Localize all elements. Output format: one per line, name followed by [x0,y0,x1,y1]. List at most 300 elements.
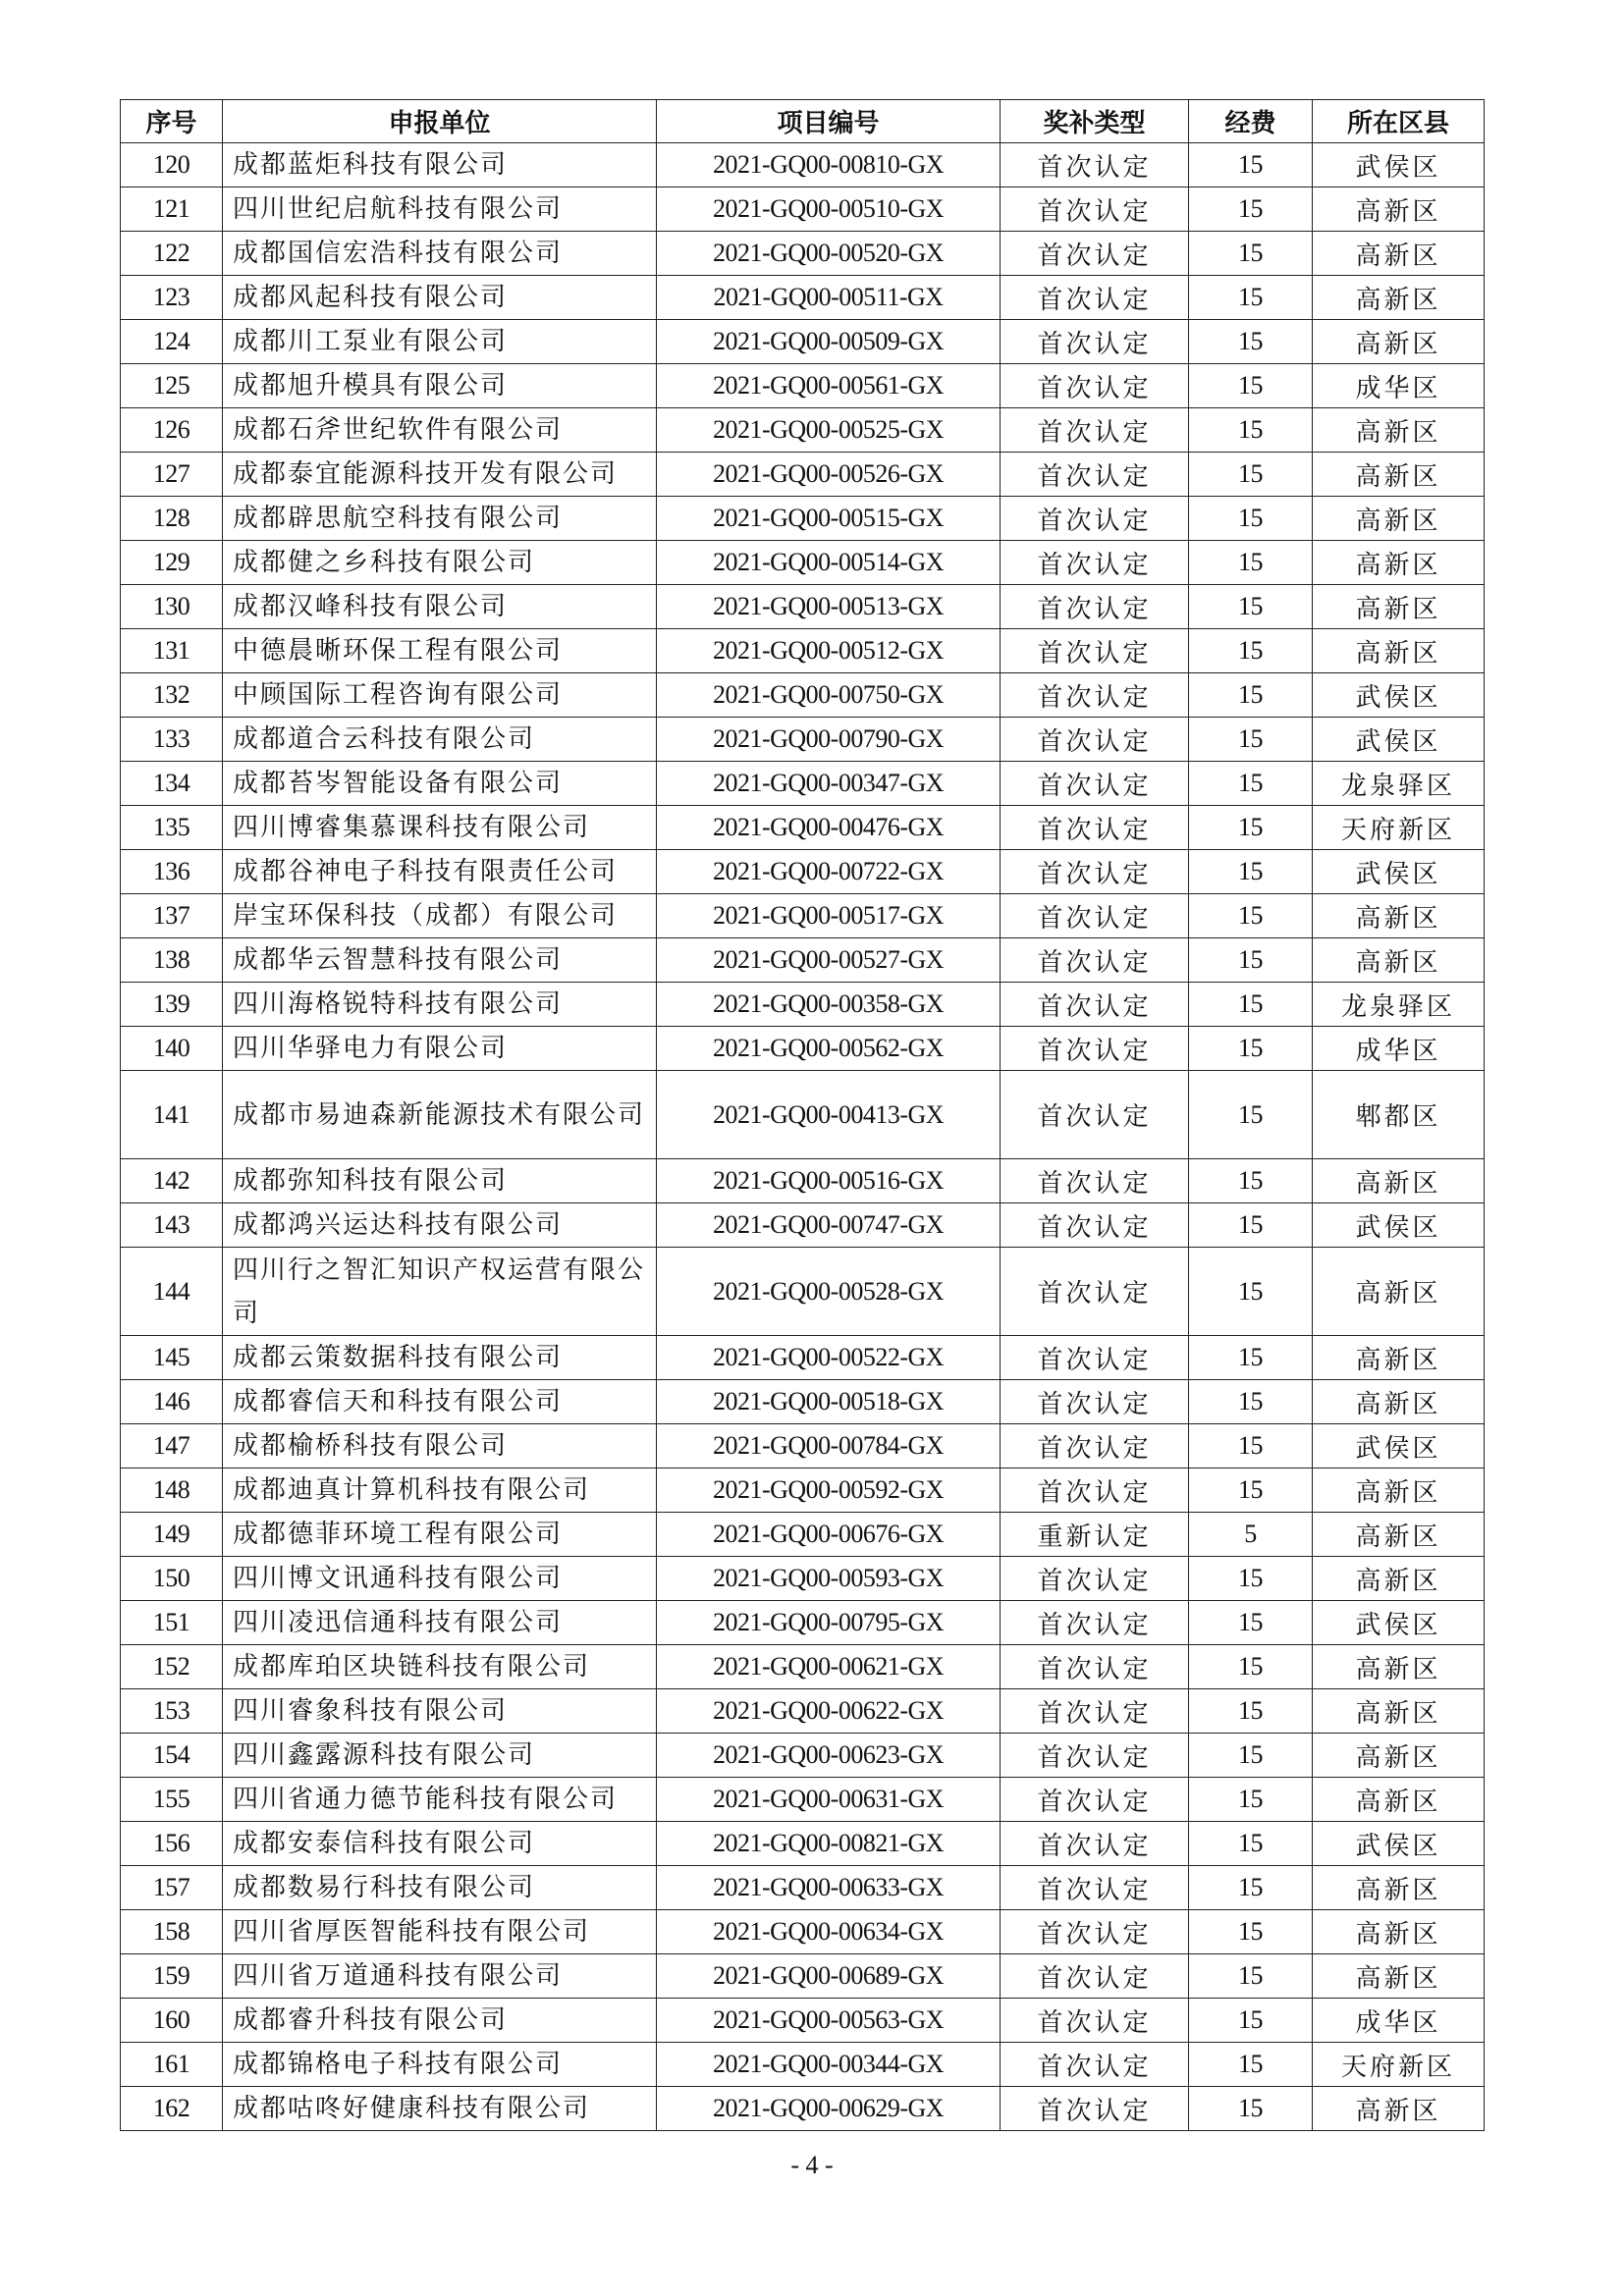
award-type-cell: 首次认定 [1001,143,1189,187]
applicant-cell: 成都数易行科技有限公司 [223,1866,657,1910]
serial-cell: 123 [121,276,223,320]
table-row [121,629,1485,673]
award-type-cell: 首次认定 [1001,806,1189,850]
funding-cell: 15 [1189,1910,1313,1954]
serial-cell: 120 [121,143,223,187]
funding-cell: 15 [1189,1159,1313,1203]
award-list-table [120,99,1485,2131]
funding-cell: 15 [1189,1071,1313,1159]
funding-cell: 5 [1189,1513,1313,1557]
table-row [121,2087,1485,2131]
funding-cell: 15 [1189,585,1313,629]
table-row [121,453,1485,497]
serial-cell: 149 [121,1513,223,1557]
applicant-cell: 四川海格锐特科技有限公司 [223,983,657,1027]
district-cell: 武侯区 [1313,1203,1485,1248]
serial-cell: 137 [121,894,223,938]
award-type-cell: 首次认定 [1001,1248,1189,1336]
applicant-cell: 中德晨晰环保工程有限公司 [223,629,657,673]
award-type-cell: 首次认定 [1001,408,1189,453]
district-cell: 天府新区 [1313,806,1485,850]
serial-cell: 122 [121,232,223,276]
award-type-cell: 首次认定 [1001,541,1189,585]
serial-cell: 135 [121,806,223,850]
funding-cell: 15 [1189,320,1313,364]
project-code-cell: 2021-GQ00-00784-GX [657,1424,1001,1468]
funding-cell: 15 [1189,983,1313,1027]
table-row [121,1734,1485,1778]
award-type-cell: 首次认定 [1001,2087,1189,2131]
district-cell: 武侯区 [1313,1601,1485,1645]
funding-cell: 15 [1189,1954,1313,1999]
award-type-cell: 首次认定 [1001,497,1189,541]
district-cell: 高新区 [1313,497,1485,541]
page-number: - 4 - [790,2151,834,2179]
applicant-cell: 成都石斧世纪软件有限公司 [223,408,657,453]
funding-cell: 15 [1189,1336,1313,1380]
award-type-cell: 首次认定 [1001,1734,1189,1778]
applicant-cell: 四川鑫露源科技有限公司 [223,1734,657,1778]
table-row [121,1027,1485,1071]
funding-cell: 15 [1189,276,1313,320]
district-cell: 高新区 [1313,1380,1485,1424]
table-row [121,1248,1485,1336]
award-type-cell: 首次认定 [1001,1424,1189,1468]
serial-cell: 128 [121,497,223,541]
district-cell: 龙泉驿区 [1313,983,1485,1027]
serial-cell: 144 [121,1248,223,1336]
applicant-cell: 成都迪真计算机科技有限公司 [223,1468,657,1513]
project-code-cell: 2021-GQ00-00528-GX [657,1248,1001,1336]
district-cell: 郫都区 [1313,1071,1485,1159]
serial-cell: 145 [121,1336,223,1380]
table-row [121,1822,1485,1866]
table-row [121,364,1485,408]
applicant-cell: 成都锦格电子科技有限公司 [223,2043,657,2087]
award-type-cell: 首次认定 [1001,1071,1189,1159]
table-row [121,1513,1485,1557]
award-type-cell: 首次认定 [1001,2043,1189,2087]
header-award-type: 奖补类型 [1001,100,1189,143]
serial-cell: 136 [121,850,223,894]
district-cell: 高新区 [1313,1689,1485,1734]
applicant-cell: 成都安泰信科技有限公司 [223,1822,657,1866]
applicant-cell: 四川省厚医智能科技有限公司 [223,1910,657,1954]
table-row [121,1203,1485,1248]
header-funding: 经费 [1189,100,1313,143]
district-cell: 高新区 [1313,1734,1485,1778]
project-code-cell: 2021-GQ00-00676-GX [657,1513,1001,1557]
district-cell: 武侯区 [1313,1822,1485,1866]
district-cell: 高新区 [1313,1248,1485,1336]
district-cell: 高新区 [1313,2087,1485,2131]
project-code-cell: 2021-GQ00-00344-GX [657,2043,1001,2087]
applicant-cell: 成都旭升模具有限公司 [223,364,657,408]
header-serial: 序号 [121,100,223,143]
table-row [121,1999,1485,2043]
serial-cell: 161 [121,2043,223,2087]
funding-cell: 15 [1189,364,1313,408]
district-cell: 高新区 [1313,187,1485,232]
district-cell: 天府新区 [1313,2043,1485,2087]
award-type-cell: 首次认定 [1001,1822,1189,1866]
serial-cell: 151 [121,1601,223,1645]
table-row [121,497,1485,541]
project-code-cell: 2021-GQ00-00511-GX [657,276,1001,320]
district-cell: 高新区 [1313,1513,1485,1557]
applicant-cell: 四川凌迅信通科技有限公司 [223,1601,657,1645]
project-code-cell: 2021-GQ00-00750-GX [657,673,1001,718]
district-cell: 武侯区 [1313,673,1485,718]
funding-cell: 15 [1189,718,1313,762]
district-cell: 高新区 [1313,1645,1485,1689]
award-type-cell: 首次认定 [1001,187,1189,232]
applicant-cell: 成都咕咚好健康科技有限公司 [223,2087,657,2131]
project-code-cell: 2021-GQ00-00631-GX [657,1778,1001,1822]
table-row [121,187,1485,232]
award-type-cell: 首次认定 [1001,673,1189,718]
award-type-cell: 首次认定 [1001,983,1189,1027]
project-code-cell: 2021-GQ00-00634-GX [657,1910,1001,1954]
project-code-cell: 2021-GQ00-00509-GX [657,320,1001,364]
award-type-cell: 首次认定 [1001,629,1189,673]
table-row [121,1601,1485,1645]
award-type-cell: 首次认定 [1001,762,1189,806]
project-code-cell: 2021-GQ00-00790-GX [657,718,1001,762]
award-type-cell: 首次认定 [1001,1999,1189,2043]
award-type-cell: 首次认定 [1001,1468,1189,1513]
table-row [121,1159,1485,1203]
funding-cell: 15 [1189,1734,1313,1778]
award-type-cell: 首次认定 [1001,1866,1189,1910]
funding-cell: 15 [1189,938,1313,983]
serial-cell: 150 [121,1557,223,1601]
project-code-cell: 2021-GQ00-00562-GX [657,1027,1001,1071]
funding-cell: 15 [1189,1689,1313,1734]
award-type-cell: 首次认定 [1001,320,1189,364]
funding-cell: 15 [1189,850,1313,894]
serial-cell: 143 [121,1203,223,1248]
award-type-cell: 首次认定 [1001,894,1189,938]
district-cell: 成华区 [1313,1999,1485,2043]
applicant-cell: 成都弥知科技有限公司 [223,1159,657,1203]
award-type-cell: 首次认定 [1001,585,1189,629]
applicant-cell: 成都华云智慧科技有限公司 [223,938,657,983]
table-row [121,541,1485,585]
table-row [121,585,1485,629]
funding-cell: 15 [1189,1557,1313,1601]
project-code-cell: 2021-GQ00-00413-GX [657,1071,1001,1159]
funding-cell: 15 [1189,2043,1313,2087]
project-code-cell: 2021-GQ00-00512-GX [657,629,1001,673]
applicant-cell: 四川博文讯通科技有限公司 [223,1557,657,1601]
table-row [121,1954,1485,1999]
award-type-cell: 首次认定 [1001,364,1189,408]
serial-cell: 160 [121,1999,223,2043]
serial-cell: 138 [121,938,223,983]
table-row [121,1778,1485,1822]
project-code-cell: 2021-GQ00-00515-GX [657,497,1001,541]
project-code-cell: 2021-GQ00-00525-GX [657,408,1001,453]
project-code-cell: 2021-GQ00-00622-GX [657,1689,1001,1734]
serial-cell: 157 [121,1866,223,1910]
applicant-cell: 成都川工泵业有限公司 [223,320,657,364]
serial-cell: 156 [121,1822,223,1866]
award-type-cell: 首次认定 [1001,1380,1189,1424]
project-code-cell: 2021-GQ00-00621-GX [657,1645,1001,1689]
funding-cell: 15 [1189,1778,1313,1822]
table-header-row [121,100,1485,143]
applicant-cell: 成都泰宜能源科技开发有限公司 [223,453,657,497]
applicant-cell: 成都苔岑智能设备有限公司 [223,762,657,806]
applicant-cell: 成都睿升科技有限公司 [223,1999,657,2043]
funding-cell: 15 [1189,1248,1313,1336]
district-cell: 高新区 [1313,276,1485,320]
award-type-cell: 首次认定 [1001,453,1189,497]
serial-cell: 125 [121,364,223,408]
funding-cell: 15 [1189,541,1313,585]
project-code-cell: 2021-GQ00-00347-GX [657,762,1001,806]
award-type-cell: 首次认定 [1001,1557,1189,1601]
project-code-cell: 2021-GQ00-00517-GX [657,894,1001,938]
table-row [121,1336,1485,1380]
applicant-cell: 成都库珀区块链科技有限公司 [223,1645,657,1689]
table-row [121,1557,1485,1601]
funding-cell: 15 [1189,1468,1313,1513]
serial-cell: 133 [121,718,223,762]
table-row [121,320,1485,364]
applicant-cell: 成都市易迪森新能源技术有限公司 [223,1071,657,1159]
award-type-cell: 首次认定 [1001,232,1189,276]
award-type-cell: 首次认定 [1001,1203,1189,1248]
district-cell: 武侯区 [1313,850,1485,894]
project-code-cell: 2021-GQ00-00522-GX [657,1336,1001,1380]
funding-cell: 15 [1189,1027,1313,1071]
award-type-cell: 首次认定 [1001,718,1189,762]
award-type-cell: 首次认定 [1001,276,1189,320]
table-body [121,143,1485,2131]
serial-cell: 124 [121,320,223,364]
project-code-cell: 2021-GQ00-00795-GX [657,1601,1001,1645]
applicant-cell: 成都谷神电子科技有限责任公司 [223,850,657,894]
serial-cell: 132 [121,673,223,718]
district-cell: 龙泉驿区 [1313,762,1485,806]
district-cell: 武侯区 [1313,143,1485,187]
applicant-cell: 四川世纪启航科技有限公司 [223,187,657,232]
serial-cell: 140 [121,1027,223,1071]
district-cell: 高新区 [1313,408,1485,453]
applicant-cell: 成都风起科技有限公司 [223,276,657,320]
serial-cell: 131 [121,629,223,673]
district-cell: 高新区 [1313,1557,1485,1601]
serial-cell: 121 [121,187,223,232]
applicant-cell: 成都蓝炬科技有限公司 [223,143,657,187]
serial-cell: 141 [121,1071,223,1159]
applicant-cell: 岸宝环保科技（成都）有限公司 [223,894,657,938]
project-code-cell: 2021-GQ00-00527-GX [657,938,1001,983]
table-row [121,806,1485,850]
header-project-code: 项目编号 [657,100,1001,143]
applicant-cell: 成都云策数据科技有限公司 [223,1336,657,1380]
serial-cell: 142 [121,1159,223,1203]
project-code-cell: 2021-GQ00-00513-GX [657,585,1001,629]
district-cell: 高新区 [1313,1954,1485,1999]
district-cell: 高新区 [1313,320,1485,364]
funding-cell: 15 [1189,187,1313,232]
project-code-cell: 2021-GQ00-00623-GX [657,1734,1001,1778]
project-code-cell: 2021-GQ00-00526-GX [657,453,1001,497]
funding-cell: 15 [1189,1203,1313,1248]
applicant-cell: 成都道合云科技有限公司 [223,718,657,762]
district-cell: 高新区 [1313,938,1485,983]
funding-cell: 15 [1189,232,1313,276]
award-type-cell: 首次认定 [1001,1954,1189,1999]
table-row [121,1689,1485,1734]
applicant-cell: 成都汉峰科技有限公司 [223,585,657,629]
funding-cell: 15 [1189,1866,1313,1910]
serial-cell: 129 [121,541,223,585]
funding-cell: 15 [1189,1380,1313,1424]
award-type-cell: 首次认定 [1001,1689,1189,1734]
award-type-cell: 首次认定 [1001,1910,1189,1954]
applicant-cell: 成都国信宏浩科技有限公司 [223,232,657,276]
award-type-cell: 重新认定 [1001,1513,1189,1557]
project-code-cell: 2021-GQ00-00563-GX [657,1999,1001,2043]
serial-cell: 155 [121,1778,223,1822]
serial-cell: 134 [121,762,223,806]
table-row [121,673,1485,718]
header-district: 所在区县 [1313,100,1485,143]
table-row [121,894,1485,938]
table-row [121,143,1485,187]
funding-cell: 15 [1189,673,1313,718]
table-row [121,408,1485,453]
district-cell: 高新区 [1313,1159,1485,1203]
district-cell: 高新区 [1313,1778,1485,1822]
district-cell: 武侯区 [1313,718,1485,762]
district-cell: 武侯区 [1313,1424,1485,1468]
applicant-cell: 四川华驿电力有限公司 [223,1027,657,1071]
project-code-cell: 2021-GQ00-00514-GX [657,541,1001,585]
project-code-cell: 2021-GQ00-00747-GX [657,1203,1001,1248]
award-type-cell: 首次认定 [1001,1778,1189,1822]
table-row [121,1424,1485,1468]
project-code-cell: 2021-GQ00-00476-GX [657,806,1001,850]
funding-cell: 15 [1189,1999,1313,2043]
applicant-cell: 四川行之智汇知识产权运营有限公司 [223,1248,657,1336]
table-row [121,2043,1485,2087]
header-applicant: 申报单位 [223,100,657,143]
district-cell: 高新区 [1313,1468,1485,1513]
applicant-cell: 成都德菲环境工程有限公司 [223,1513,657,1557]
project-code-cell: 2021-GQ00-00516-GX [657,1159,1001,1203]
serial-cell: 127 [121,453,223,497]
applicant-cell: 四川省通力德节能科技有限公司 [223,1778,657,1822]
table-row [121,718,1485,762]
table-row [121,1910,1485,1954]
serial-cell: 158 [121,1910,223,1954]
district-cell: 高新区 [1313,232,1485,276]
funding-cell: 15 [1189,408,1313,453]
serial-cell: 139 [121,983,223,1027]
funding-cell: 15 [1189,806,1313,850]
project-code-cell: 2021-GQ00-00592-GX [657,1468,1001,1513]
serial-cell: 153 [121,1689,223,1734]
district-cell: 高新区 [1313,1866,1485,1910]
district-cell: 高新区 [1313,629,1485,673]
project-code-cell: 2021-GQ00-00518-GX [657,1380,1001,1424]
project-code-cell: 2021-GQ00-00510-GX [657,187,1001,232]
award-type-cell: 首次认定 [1001,1159,1189,1203]
applicant-cell: 四川睿象科技有限公司 [223,1689,657,1734]
table-row [121,276,1485,320]
applicant-cell: 中顾国际工程咨询有限公司 [223,673,657,718]
table-row [121,1468,1485,1513]
table-row [121,232,1485,276]
applicant-cell: 成都榆桥科技有限公司 [223,1424,657,1468]
serial-cell: 162 [121,2087,223,2131]
funding-cell: 15 [1189,453,1313,497]
project-code-cell: 2021-GQ00-00358-GX [657,983,1001,1027]
award-type-cell: 首次认定 [1001,1645,1189,1689]
project-code-cell: 2021-GQ00-00629-GX [657,2087,1001,2131]
project-code-cell: 2021-GQ00-00633-GX [657,1866,1001,1910]
project-code-cell: 2021-GQ00-00722-GX [657,850,1001,894]
serial-cell: 148 [121,1468,223,1513]
table-row [121,983,1485,1027]
applicant-cell: 四川博睿集慕课科技有限公司 [223,806,657,850]
district-cell: 高新区 [1313,453,1485,497]
serial-cell: 146 [121,1380,223,1424]
table-row [121,938,1485,983]
district-cell: 成华区 [1313,1027,1485,1071]
funding-cell: 15 [1189,2087,1313,2131]
serial-cell: 154 [121,1734,223,1778]
award-type-cell: 首次认定 [1001,1601,1189,1645]
serial-cell: 159 [121,1954,223,1999]
funding-cell: 15 [1189,762,1313,806]
project-code-cell: 2021-GQ00-00821-GX [657,1822,1001,1866]
serial-cell: 152 [121,1645,223,1689]
project-code-cell: 2021-GQ00-00561-GX [657,364,1001,408]
award-type-cell: 首次认定 [1001,1027,1189,1071]
table-row [121,762,1485,806]
table-row [121,1645,1485,1689]
applicant-cell: 成都辟思航空科技有限公司 [223,497,657,541]
serial-cell: 147 [121,1424,223,1468]
funding-cell: 15 [1189,1822,1313,1866]
funding-cell: 15 [1189,1645,1313,1689]
funding-cell: 15 [1189,894,1313,938]
serial-cell: 126 [121,408,223,453]
table-row [121,850,1485,894]
district-cell: 高新区 [1313,1336,1485,1380]
funding-cell: 15 [1189,143,1313,187]
applicant-cell: 成都健之乡科技有限公司 [223,541,657,585]
serial-cell: 130 [121,585,223,629]
table-row [121,1380,1485,1424]
award-type-cell: 首次认定 [1001,938,1189,983]
project-code-cell: 2021-GQ00-00689-GX [657,1954,1001,1999]
funding-cell: 15 [1189,1424,1313,1468]
table-row [121,1866,1485,1910]
funding-cell: 15 [1189,497,1313,541]
table-row [121,1071,1485,1159]
project-code-cell: 2021-GQ00-00593-GX [657,1557,1001,1601]
funding-cell: 15 [1189,629,1313,673]
award-type-cell: 首次认定 [1001,850,1189,894]
district-cell: 高新区 [1313,585,1485,629]
